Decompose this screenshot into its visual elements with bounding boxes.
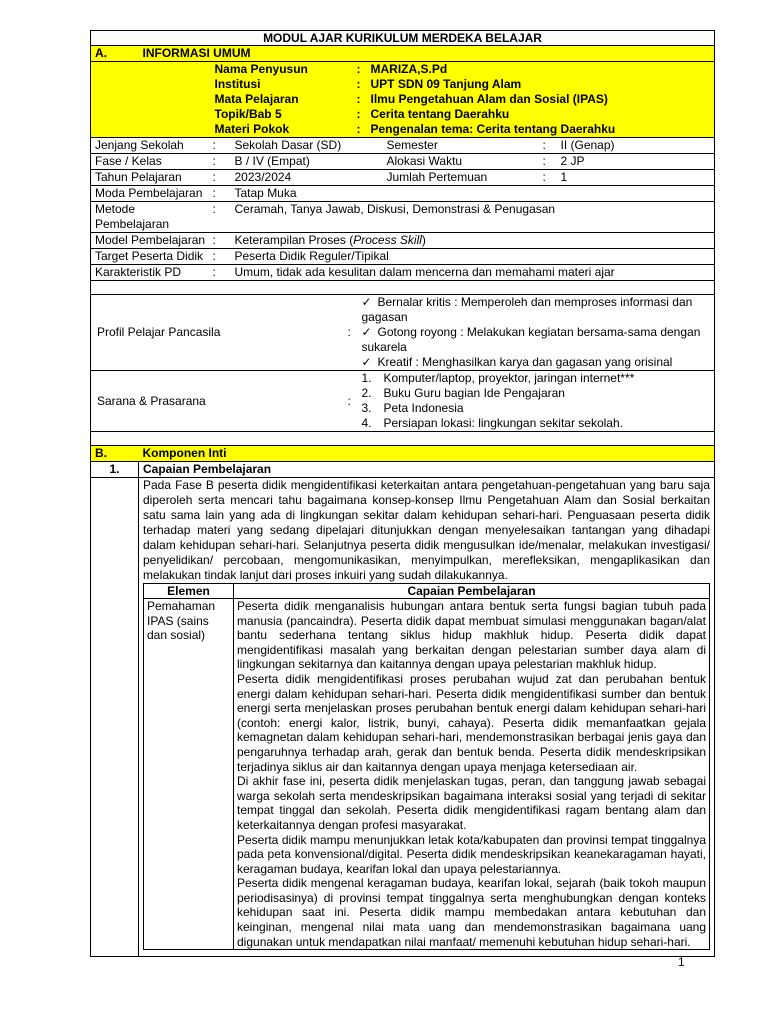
- header-info-row: Institusi : UPT SDN 09 Tanjung Alam: [214, 77, 522, 91]
- detail-row: Target Peserta Didik : Peserta Didik Reguler/Tipikal: [91, 249, 715, 265]
- profil-item: ✓ Kreatif : Menghasilkan karya dan gagasan yang orisinal: [362, 355, 715, 370]
- header-info-row: Mata Pelajaran : Ilmu Pengetahuan Alam dan Sosial (IPAS): [214, 92, 608, 106]
- capaian-intro: Pada Fase B peserta didik mengidentifikasi keterkaitan antara pengetahuan-pengetahuan yang baru saja diperoleh serta mencari tahu bagaimana konsep-konsep Ilmu Pengetahuan Alam dan Sosial berkaitan satu sama lain yang ada di lingkungan sekitar dalam kehidupan sehari-hari. Penguasaan peserta didik terhadap materi yang sedang dipelajari ditunjukkan dengan menyelesaikan tantangan yang dihadapi dalam kehidupan sehari-hari. Selanjutnya peserta didik mengusulkan ide/menalar, melakukan investigasi/ penyelidikan/ percobaan, mengomunikasikan, menyimpulkan, merefleksikan, mengaplikasikan dan melakukan tindak lanjut dari proses inkuiri yang sudah dilakukannya.: [143, 478, 711, 582]
- header-info-row: Nama Penyusun : MARIZA,S.Pd: [214, 62, 448, 76]
- general-row: Tahun Pelajaran : 2023/2024 Jumlah Pertemuan : 1: [91, 170, 715, 186]
- detail-row: Moda Pembelajaran : Tatap Muka: [91, 186, 715, 202]
- header-info-row: Materi Pokok : Pengenalan tema: Cerita tentang Daerahku: [214, 122, 616, 136]
- section-b-header: [91, 446, 715, 462]
- document-title: MODUL AJAR KURIKULUM MERDEKA BELAJAR: [91, 31, 715, 46]
- section-b-letter: B.: [91, 446, 139, 462]
- capaian-num: 1.: [91, 462, 139, 478]
- header-info-block: [91, 62, 715, 138]
- sarana-label: Sarana & Prasarana: [91, 371, 348, 432]
- detail-row: Model Pembelajaran : Keterampilan Proses (Process Skill): [91, 233, 715, 249]
- capaian-table-header: Elemen Capaian Pembelajaran: [144, 584, 710, 599]
- profil-item: ✓ Bernalar kritis : Memperoleh dan memproses informasi dan gagasan: [362, 295, 715, 325]
- capaian-label: Capaian Pembelajaran: [139, 462, 715, 478]
- capaian-body: [91, 478, 715, 957]
- profil-label: Profil Pelajar Pancasila: [91, 295, 348, 371]
- section-a-label: INFORMASI UMUM: [139, 46, 715, 62]
- general-row: Fase / Kelas : B / IV (Empat) Alokasi Waktu : 2 JP: [91, 154, 715, 170]
- section-a-letter: A.: [91, 46, 139, 62]
- capaian-table: [143, 583, 710, 950]
- general-row: Jenjang Sekolah : Sekolah Dasar (SD) Semester : II (Genap): [91, 138, 715, 154]
- sarana-item: Persiapan lokasi: lingkungan sekitar sekolah.: [383, 416, 623, 430]
- profil-item: ✓ Gotong royong : Melakukan kegiatan bersama-sama dengan sukarela: [362, 325, 715, 355]
- section-b-label: Komponen Inti: [139, 446, 715, 462]
- document-page: [90, 30, 714, 957]
- header-info-row: Topik/Bab 5 : Cerita tentang Daerahku: [214, 107, 510, 121]
- spacer-row: [91, 281, 715, 295]
- detail-row: Metode Pembelajaran : Ceramah, Tanya Jawab, Diskusi, Demonstrasi & Penugasan: [91, 202, 715, 233]
- header-info-list: [215, 62, 715, 137]
- detail-row: Karakteristik PD : Umum, tidak ada kesulitan dalam mencerna dan memahami materi ajar: [91, 265, 715, 281]
- spacer-row: [91, 432, 715, 446]
- element-cell: Pemahaman IPAS (sains dan sosial): [144, 599, 234, 950]
- profil-list: [362, 295, 715, 370]
- table-row: [144, 599, 710, 950]
- profil-row: Profil Pelajar Pancasila : ✓ Bernalar kritis : Memperoleh dan memproses informasi dan gagasan ✓ Gotong royong : Melakukan kegiatan bersama-sama dengan sukarela ✓ Kreatif : Menghasilkan karya dan gagasan yang orisinal: [91, 295, 715, 371]
- sarana-row: Sarana & Prasarana : 1. Komputer/laptop, proyektor, jaringan internet*** 2. Buku Guru bagian Ide Pengajaran 3. Peta Indonesia 4. Persiapan lokasi: lingkungan sekitar sekolah.: [91, 371, 715, 432]
- page-number: 1: [678, 955, 685, 969]
- sarana-item: Peta Indonesia: [383, 401, 464, 415]
- sarana-item: Buku Guru bagian Ide Pengajaran: [383, 386, 565, 400]
- section-a-header: [91, 46, 715, 62]
- sarana-item: Komputer/laptop, proyektor, jaringan internet***: [383, 371, 635, 385]
- capaian-header: [91, 462, 715, 478]
- capaian-cell: Peserta didik menganalisis hubungan antara bentuk serta fungsi bagian tubuh pada manusia (pancaindra). Peserta didik dapat membuat simulasi menggunakan bagan/alat bantu sederhana tentang siklus hidup makhluk hidup. Peserta didik dapat mengidentifikasi masalah yang berkaitan dengan pelestarian sumber daya alam di lingkungan sekitarnya dan kaitannya dengan upaya pelestarian makhluk hidup. Peserta didik mengidentifikasi proses perubahan wujud zat dan perubahan bentuk energi dalam kehidupan sehari-hari. Peserta didik mengidentifikasi sumber dan bentuk energi serta menjelaskan proses perubahan bentuk energi dalam kehidupan sehari-hari (contoh: energi kalor, listrik, bunyi, cahaya). Peserta didik memanfaatkan gejala kemagnetan dalam kehidupan sehari-hari, mendemonstrasikan berbagai jenis gaya dan pengaruhnya terhadap arah, gerak dan bentuk benda. Peserta didik mendeskripsikan terjadinya siklus air dan kaitannya dengan upaya menjaga ketersediaan air. Di akhir fase ini, peserta didik menjelaskan tugas, peran, dan tanggung jawab sebagai warga sekolah serta mendeskripsikan bagaimana interaksi sosial yang terjadi di sekitar tempat tinggal dan sekolah. Peserta didik mengidentifikasi ragam bentang alam dan keterkaitannya dengan profesi masyarakat. Peserta didik mampu menunjukkan letak kota/kabupaten dan provinsi tempat tinggalnya pada peta konvensional/digital. Peserta didik mendeskripsikan keanekaragaman hayati, keragaman budaya, kearifan lokal dan upaya pelestariannya. Peserta didik mengenal keragaman budaya, kearifan lokal, sejarah (baik tokoh maupun periodisasinya) di provinsi tempat tinggalnya serta menghubungkan dengan konteks kehidupan saat ini. Peserta didik mampu membedakan antara kebutuhan dan keinginan, mengenal nilai mata uang dan mendemonstrasikan bagaimana uang digunakan untuk mendapatkan nilai manfaat/ memenuhi kebutuhan hidup sehari-hari.: [234, 599, 710, 950]
- modul-table: [90, 30, 715, 957]
